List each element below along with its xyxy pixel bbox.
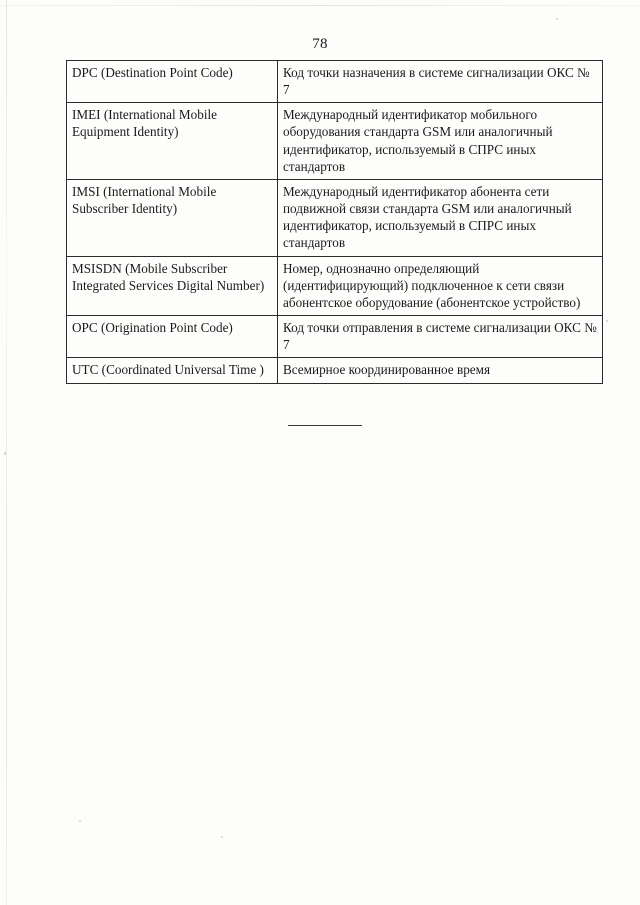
table-row — [67, 358, 603, 383]
term-cell: DPC (Destination Point Code) — [67, 61, 278, 103]
scan-speck — [606, 320, 608, 322]
horizontal-rule — [288, 425, 362, 426]
scan-edge-artifact-left — [6, 0, 7, 905]
scan-speck — [4, 452, 6, 455]
scan-speck — [556, 18, 558, 20]
table-row — [67, 256, 603, 315]
definition-cell: Номер, однозначно определяющий (идентифицирующий) подключенное к сети связи абонентское оборудование (абонентское устройство) — [278, 256, 603, 315]
page-number: 78 — [312, 36, 328, 52]
table-row — [67, 61, 603, 103]
term-cell: UTC (Coordinated Universal Time ) — [67, 358, 278, 383]
term-cell: OPC (Origination Point Code) — [67, 316, 278, 358]
definition-cell: Код точки назначения в системе сигнализации ОКС № 7 — [278, 61, 603, 103]
term-cell: IMSI (International Mobile Subscriber Identity) — [67, 179, 278, 256]
definition-cell: Международный идентификатор мобильного оборудования стандарта GSM или аналогичный идентификатор, используемый в СПРС иных стандартов — [278, 103, 603, 180]
term-cell: IMEI (International Mobile Equipment Identity) — [67, 103, 278, 180]
table-row — [67, 316, 603, 358]
definition-cell: Код точки отправления в системе сигнализации ОКС № 7 — [278, 316, 603, 358]
definition-cell: Всемирное координированное время — [278, 358, 603, 383]
definition-cell: Международный идентификатор абонента сети подвижной связи стандарта GSM или аналогичный идентификатор, используемый в СПРС иных стандартов — [278, 179, 603, 256]
table-row — [67, 179, 603, 256]
term-cell: MSISDN (Mobile Subscriber Integrated Services Digital Number) — [67, 256, 278, 315]
scan-edge-artifact-top — [0, 5, 640, 6]
glossary-table — [66, 60, 603, 384]
scan-speck — [221, 836, 223, 838]
scan-speck — [79, 820, 81, 822]
table-row — [67, 103, 603, 180]
